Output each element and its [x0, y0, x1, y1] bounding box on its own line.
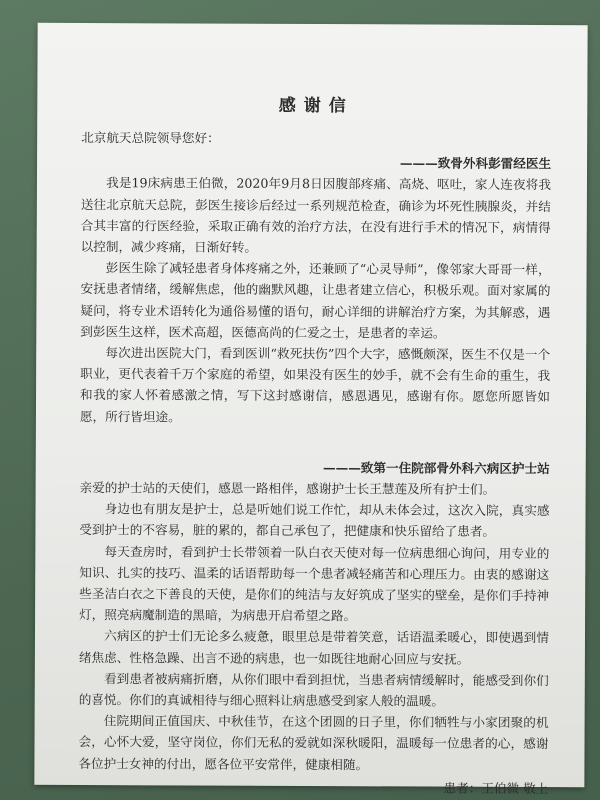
paragraph-opening: 亲爱的护士站的天使们，感恩一路相伴，感谢护士长王慧莲及所有护士们。	[79, 480, 496, 497]
paragraph: 每次进出医院大门，看到医训“救死扶伤”四个大字，感慨颇深，医生不仅是一个职业，更代表着千万个家庭的希望，如果没有医生的妙手，就不会有生命的重生，我和我的家人怀着感激之情，写下这封感谢信，感恩遇见，感谢有你。愿您所愿皆如愿，所行皆坦途。	[79, 345, 551, 425]
signature: 患者：王伯微 敬上	[443, 780, 549, 796]
letter-body	[78, 95, 552, 799]
paragraph: 我是19床病患王伯微，2020年9月8日因腹部疼痛、高烧、呕吐，家人连夜将我送往北京航天总院，彭医生接诊后经过一系列规范检查，确诊为坏死性胰腺炎，并结合其丰富的行医经验，采取正确有效的治疗方法，在没有进行手术的情况下，病情得以控制，减少疼痛，日渐好转。	[80, 175, 551, 255]
paragraph: 身边也有朋友是护士，总是听她们说工作忙，却从未体会过，这次入院，真实感受到护士的不容易，脏的累的，都自己承包了，把健康和快乐留给了患者。	[79, 501, 550, 540]
paragraph: 每天查房时，看到护士长带领着一队白衣天使对每一位病患细心询问，用专业的知识、扎实的技巧、温柔的话语帮助每一个患者减轻痛苦和心理压力。由衷的感谢这些圣洁白衣之下善良的天使，是你们的纯洁与友好筑成了坚实的壁垒，是你们手持神灯，照亮病魔制造的黑暗，为病患开启希望之路。	[79, 543, 550, 624]
paragraph: 彭医生除了减轻患者身体疼痛之外，还兼顾了“心灵导师”，像邻家大哥哥一样，安抚患者情绪，缓解焦虑，他的幽默风趣，让患者建立信心，积极乐观。面对家属的疑问，将专业术语转化为通俗易懂的语句，耐心详细的讲解治疗方案，为其解惑，遇到彭医生这样，医术高超，医德高尚的仁爱之士，是患者的幸运。	[80, 260, 551, 341]
letter-title: 感谢信	[278, 95, 354, 117]
paragraph: 六病区的护士们无论多么疲惫，眼里总是带着笑意，话语温柔暖心，即使遇到情绪焦虑、性格急躁、出言不逊的病患，也一如既往地耐心回应与安抚。	[78, 628, 550, 667]
letter-paper	[34, 23, 587, 796]
paragraph: 看到患者被病痛折磨，从你们眼中看到担忧，当患者病情缓解时，能感受到你们的喜悦。你们的真诚相待与细心照料让病患感受到家人般的温暖。	[78, 670, 549, 709]
dedication-nurses: ———致第一住院部骨外科六病区护士站	[323, 459, 550, 476]
paragraph: 住院期间正值国庆、中秋佳节，在这个团圆的日子里，你们牺牲与小家团聚的机会，心怀大爱，坚守岗位，你们无私的爱就如深秋暖阳，温暖每一位患者的心，感谢各位护士女神的付出，愿各位平安常伴，健康相随。	[78, 713, 549, 772]
dedication-doctor: ———致骨外科彭雷经医生	[399, 155, 552, 172]
greeting: 北京航天总院领导您好：	[81, 129, 220, 146]
